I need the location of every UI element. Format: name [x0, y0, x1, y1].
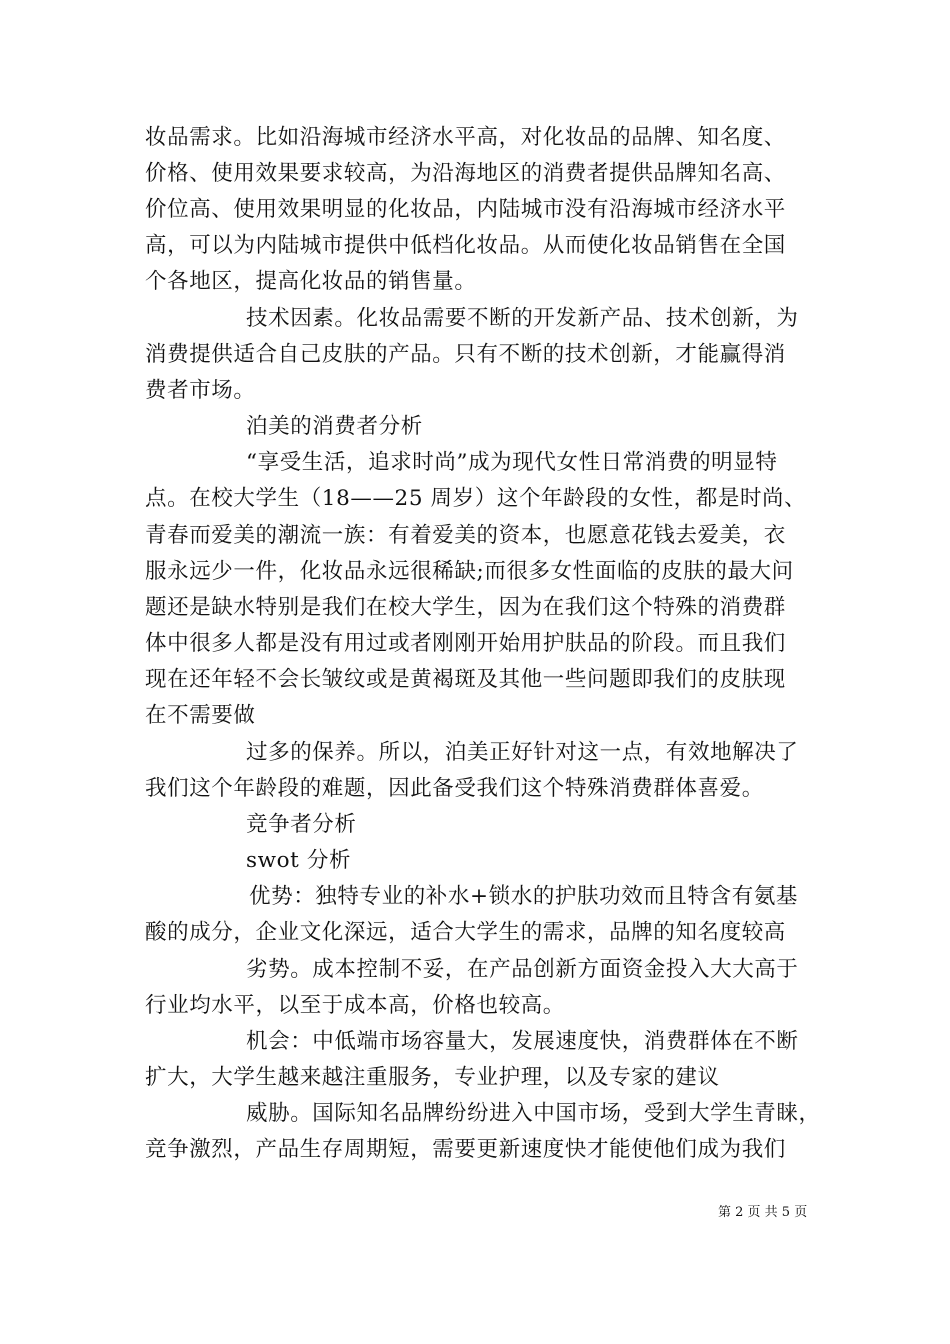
body-line: 价位高、使用效果明显的化妆品，内陆城市没有沿海城市经济水平: [145, 197, 786, 222]
paragraph-first-line: 优势：独特专业的补水+锁水的护肤功效而且特含有氨基: [249, 884, 799, 909]
body-line: 酸的成分，企业文化深远，适合大学生的需求，品牌的知名度较高: [145, 920, 786, 945]
body-line: 行业均水平，以至于成本高，价格也较高。: [145, 993, 565, 1018]
paragraph-first-line: 机会：中低端市场容量大，发展速度快，消费群体在不断: [246, 1029, 799, 1054]
body-line: 扩大，大学生越来越注重服务，专业护理，以及专家的建议: [145, 1065, 720, 1090]
body-line: 我们这个年龄段的难题，因此备受我们这个特殊消费群体喜爱。: [145, 776, 764, 801]
body-line: 现在还年轻不会长皱纹或是黄褐斑及其他一些问题即我们的皮肤现: [145, 667, 786, 692]
section-heading: 泊美的消费者分析: [246, 414, 423, 439]
body-line: 点。在校大学生（18——25 周岁）这个年龄段的女性，都是时尚、: [145, 486, 807, 511]
body-line: 竞争激烈，产品生存周期短，需要更新速度快才能使他们成为我们: [145, 1137, 786, 1162]
body-line: 个各地区，提高化妆品的销售量。: [145, 269, 477, 294]
body-line: 服永远少一件，化妆品永远很稀缺;而很多女性面临的皮肤的最大问: [145, 559, 794, 584]
body-line: 青春而爱美的潮流一族：有着爱美的资本，也愿意花钱去爱美，衣: [145, 523, 786, 548]
paragraph-first-line: 技术因素。化妆品需要不断的开发新产品、技术创新，为: [246, 306, 799, 331]
paragraph-first-line: 过多的保养。所以，泊美正好针对这一点，有效地解决了: [246, 740, 799, 765]
body-line: 体中很多人都是没有用过或者刚刚开始用护肤品的阶段。而且我们: [145, 631, 786, 656]
paragraph-first-line: “享受生活，追求时尚”成为现代女性日常消费的明显特: [246, 450, 778, 475]
body-line: 题还是缺水特别是我们在校大学生，因为在我们这个特殊的消费群: [145, 595, 786, 620]
section-heading: swot 分析: [246, 848, 352, 873]
body-line: 费者市场。: [145, 378, 256, 403]
paragraph-first-line: 劣势。成本控制不妥，在产品创新方面资金投入大大高于: [246, 957, 799, 982]
section-heading: 竞争者分析: [246, 812, 357, 837]
body-line: 在不需要做: [145, 703, 256, 728]
body-line: 价格、使用效果要求较高，为沿海地区的消费者提供品牌知名高、: [145, 161, 786, 186]
body-line: 高，可以为内陆城市提供中低档化妆品。从而使化妆品销售在全国: [145, 233, 786, 258]
body-line: 消费提供适合自己皮肤的产品。只有不断的技术创新，才能赢得消: [145, 342, 786, 367]
paragraph-first-line: 威胁。国际知名品牌纷纷进入中国市场，受到大学生青睐，: [246, 1101, 821, 1126]
page-number: 第 2 页 共 5 页: [718, 1205, 808, 1220]
body-line: 妆品需求。比如沿海城市经济水平高，对化妆品的品牌、知名度、: [145, 125, 786, 150]
